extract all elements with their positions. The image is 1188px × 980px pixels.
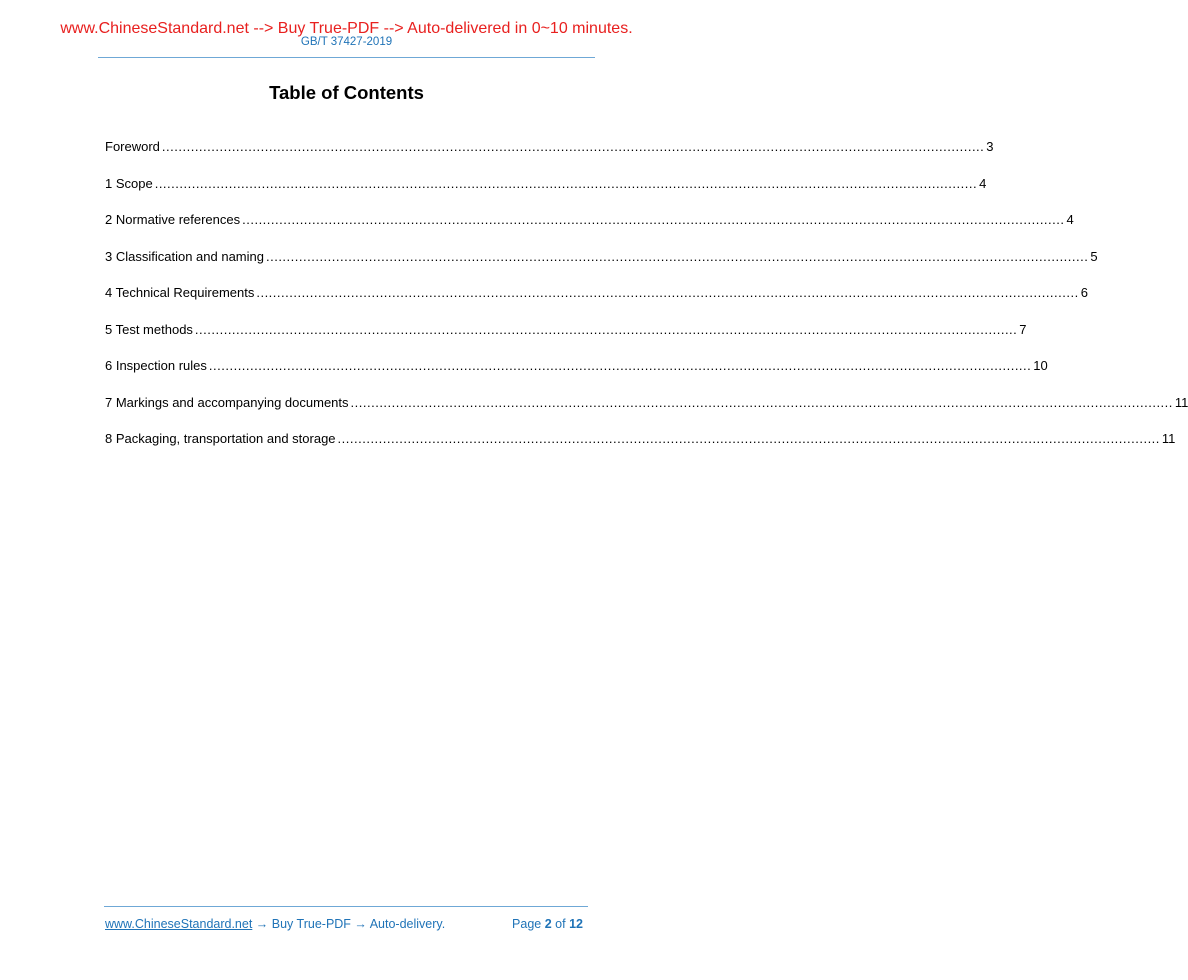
header-divider xyxy=(98,57,595,58)
toc-dot-leader: ........................................................................................................................................................................................................ xyxy=(208,358,1032,373)
footer xyxy=(105,916,585,932)
toc-entry[interactable] xyxy=(105,431,1176,468)
footer-site-link[interactable]: www.ChineseStandard.net xyxy=(105,917,253,931)
toc-dot-leader: ........................................................................................................................................................................................................ xyxy=(337,431,1160,446)
footer-divider xyxy=(104,906,588,907)
toc-entry-page: 11 xyxy=(1161,431,1176,446)
toc-entry[interactable] xyxy=(105,285,1088,322)
toc-entry-label: 1 Scope xyxy=(105,175,153,191)
header-banner: www.ChineseStandard.net --> Buy True-PDF --> Auto-delivered in 0~10 minutes. xyxy=(60,20,633,37)
toc-dot-leader: ........................................................................................................................................................................................................ xyxy=(154,175,978,191)
toc-dot-leader: ........................................................................................................................................................................................................ xyxy=(242,212,1065,227)
toc-entry-page: 4 xyxy=(1066,212,1074,227)
page-current: 2 xyxy=(544,917,552,931)
page-total: 12 xyxy=(569,917,583,931)
page-of: of xyxy=(555,917,566,931)
toc-entry[interactable] xyxy=(105,175,987,213)
toc-dot-leader: ........................................................................................................................................................................................................ xyxy=(194,321,1018,337)
footer-tagline: → Buy True-PDF → Auto-delivery. xyxy=(252,917,446,931)
toc-entry-label: 5 Test methods xyxy=(105,321,193,337)
toc-dot-leader: ........................................................................................................................................................................................................ xyxy=(350,394,1173,410)
toc-dot-leader: ........................................................................................................................................................................................................ xyxy=(265,248,1089,264)
toc-entry-page: 5 xyxy=(1090,248,1098,264)
toc-entry-page: 6 xyxy=(1080,285,1088,300)
toc-title: Table of Contents xyxy=(269,82,424,103)
toc-entry[interactable] xyxy=(105,212,1074,249)
page-word: Page xyxy=(512,917,542,931)
toc-entry-page: 3 xyxy=(986,139,994,154)
toc-entry[interactable] xyxy=(105,248,1098,286)
toc-entry-label: Foreword xyxy=(105,139,160,154)
toc-dot-leader: ........................................................................................................................................................................................................ xyxy=(256,285,1079,300)
toc-entry-label: 7 Markings and accompanying documents xyxy=(105,394,349,410)
toc-entry[interactable] xyxy=(105,139,994,176)
toc-entry-label: 2 Normative references xyxy=(105,212,241,227)
toc-entry[interactable] xyxy=(105,321,1027,359)
toc-entry-page: 7 xyxy=(1019,321,1027,337)
toc-entry-page: 11 xyxy=(1174,394,1188,410)
toc-dot-leader: ........................................................................................................................................................................................................ xyxy=(161,139,985,154)
toc-list xyxy=(105,139,1188,468)
toc-entry-label: 6 Inspection rules xyxy=(105,358,207,373)
toc-entry-label: 3 Classification and naming xyxy=(105,248,264,264)
page-indicator xyxy=(512,916,583,932)
toc-entry-label: 4 Technical Requirements xyxy=(105,285,255,300)
document-number: GB/T 37427-2019 xyxy=(300,36,393,48)
toc-entry-page: 4 xyxy=(979,175,987,191)
toc-entry[interactable] xyxy=(105,358,1048,395)
toc-entry[interactable] xyxy=(105,394,1188,432)
toc-entry-page: 10 xyxy=(1033,358,1048,373)
toc-entry-label: 8 Packaging, transportation and storage xyxy=(105,431,336,446)
